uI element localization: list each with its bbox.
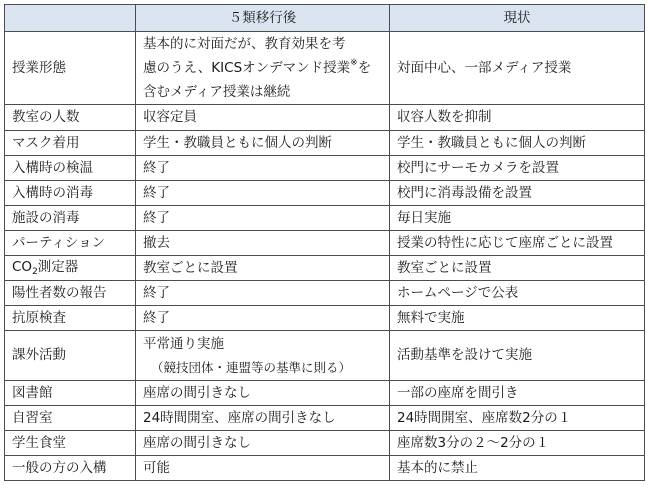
after-line: 含むメディア授業は継続 [143, 84, 291, 100]
row-after [136, 331, 390, 381]
table-row [5, 431, 645, 456]
row-current: 基本的に禁止 [390, 456, 645, 481]
row-current: 校門にサーモカメラを設置 [390, 156, 645, 181]
row-after: 収容定員 [136, 105, 390, 131]
row-current: 活動基準を設けて実施 [390, 331, 645, 381]
note-mark: ※ [350, 58, 358, 68]
row-current: 校門に消毒設備を設置 [390, 181, 645, 206]
table-row [5, 231, 645, 256]
table-row [5, 331, 645, 381]
table-row [5, 281, 645, 306]
row-current: 教室ごとに設置 [390, 256, 645, 281]
table-row [5, 131, 645, 156]
row-item: マスク着用 [5, 131, 136, 156]
row-item: 入構時の検温 [5, 156, 136, 181]
row-item: 教室の人数 [5, 105, 136, 131]
table-row [5, 306, 645, 331]
row-after: 終了 [136, 206, 390, 231]
after-line: （競技団体・連盟等の基準に則る） [151, 359, 352, 375]
after-line-text: 慮のうえ、KICSオンデマンド授業 [143, 60, 351, 76]
row-after: 学生・教職員ともに個人の判断 [136, 131, 390, 156]
table-row [5, 456, 645, 481]
row-after: 可能 [136, 456, 390, 481]
table-row [5, 156, 645, 181]
row-item: 施設の消毒 [5, 206, 136, 231]
row-item: 学生食堂 [5, 431, 136, 456]
row-current: 学生・教職員ともに個人の判断 [390, 131, 645, 156]
row-after: 撤去 [136, 231, 390, 256]
table-row [5, 406, 645, 431]
row-current: 座席数3分の２～2分の１ [390, 431, 645, 456]
table-header-row [5, 5, 645, 32]
row-current: ホームページで公表 [390, 281, 645, 306]
row-after: 24時間開室、座席の間引きなし [136, 406, 390, 431]
row-current: 授業の特性に応じて座席ごとに設置 [390, 231, 645, 256]
table-row [5, 32, 645, 105]
row-item: 抗原検査 [5, 306, 136, 331]
row-after: 終了 [136, 156, 390, 181]
row-current: 対面中心、一部メディア授業 [390, 32, 645, 105]
item-suffix: 測定器 [37, 258, 79, 275]
row-current: 毎日実施 [390, 206, 645, 231]
item-prefix: CO [12, 258, 33, 275]
row-after: 終了 [136, 281, 390, 306]
row-item [5, 256, 136, 281]
row-after: 終了 [136, 306, 390, 331]
after-line: 基本的に対面だが、教育効果を考 [143, 36, 346, 52]
after-line [143, 56, 382, 80]
row-current: 一部の座席を間引き [390, 381, 645, 406]
row-current: 収容人数を抑制 [390, 105, 645, 131]
row-after: 終了 [136, 181, 390, 206]
table-row [5, 381, 645, 406]
row-after [136, 32, 390, 105]
table-row [5, 181, 645, 206]
row-current: 24時間開室、座席数2分の１ [390, 406, 645, 431]
row-current: 無料で実施 [390, 306, 645, 331]
row-item: 一般の方の入構 [5, 456, 136, 481]
header-after-transition: ５類移行後 [136, 5, 390, 32]
table-row [5, 256, 645, 281]
header-current: 現状 [390, 5, 645, 32]
row-item: 自習室 [5, 406, 136, 431]
row-item: パーティション [5, 231, 136, 256]
row-after: 教室ごとに設置 [136, 256, 390, 281]
table-row [5, 206, 645, 231]
header-item [5, 5, 136, 32]
after-line-suffix: を [357, 60, 372, 76]
row-item: 図書館 [5, 381, 136, 406]
row-after: 座席の間引きなし [136, 381, 390, 406]
row-after: 座席の間引きなし [136, 431, 390, 456]
policy-comparison-table [4, 4, 645, 481]
row-item: 入構時の消毒 [5, 181, 136, 206]
row-item: 課外活動 [5, 331, 136, 381]
after-line: 平常通り実施 [143, 335, 224, 352]
row-item: 授業形態 [5, 32, 136, 105]
item-subscript: 2 [32, 266, 38, 277]
row-item: 陽性者数の報告 [5, 281, 136, 306]
table-row [5, 105, 645, 131]
